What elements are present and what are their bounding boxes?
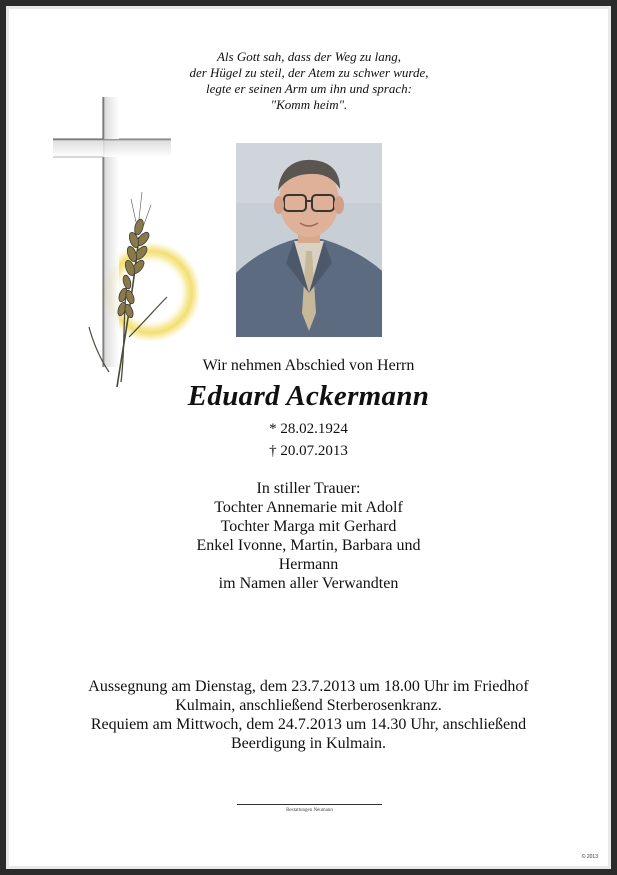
service-details	[9, 677, 608, 753]
death-date: † 20.07.2013	[269, 443, 348, 459]
undertaker-credit: Bestattungen Neumann	[286, 808, 333, 813]
poem-line: der Hügel zu steil, der Atem zu schwer wurde,	[189, 65, 429, 80]
poem-line: Als Gott sah, dass der Weg zu lang,	[216, 49, 402, 64]
obituary-sheet	[9, 9, 608, 866]
poem-line: "Komm heim".	[270, 97, 348, 112]
mourner-line: Hermann	[278, 556, 339, 573]
service-line: Requiem am Mittwoch, dem 24.7.2013 um 14.30 Uhr, anschließend	[90, 716, 527, 733]
life-dates	[9, 418, 608, 462]
mourners-heading: In stiller Trauer:	[256, 480, 361, 497]
mourners-list	[9, 479, 608, 593]
mourner-line: Enkel Ivonne, Martin, Barbara und	[196, 537, 421, 554]
signature-divider	[237, 804, 382, 805]
mourner-line: Tochter Annemarie mit Adolf	[214, 499, 403, 516]
mourner-line: Tochter Marga mit Gerhard	[220, 518, 397, 535]
service-line: Kulmain, anschließend Sterberosenkranz.	[175, 697, 442, 714]
cross-wheat-illustration	[39, 87, 199, 397]
mourner-line: im Namen aller Verwandten	[218, 575, 399, 592]
service-line: Beerdigung in Kulmain.	[230, 735, 387, 752]
deceased-name: Eduard Ackermann	[187, 380, 430, 412]
page-border	[6, 6, 611, 869]
farewell-text: Wir nehmen Abschied von Herrn	[202, 357, 415, 374]
copyright-note: © 2013	[581, 854, 598, 860]
poem-line: legte er seinen Arm um ihn und sprach:	[206, 81, 412, 96]
service-line: Aussegnung am Dienstag, dem 23.7.2013 um 18.00 Uhr im Friedhof	[88, 678, 529, 695]
portrait-photo	[236, 143, 382, 337]
birth-date: * 28.02.1924	[269, 421, 348, 437]
